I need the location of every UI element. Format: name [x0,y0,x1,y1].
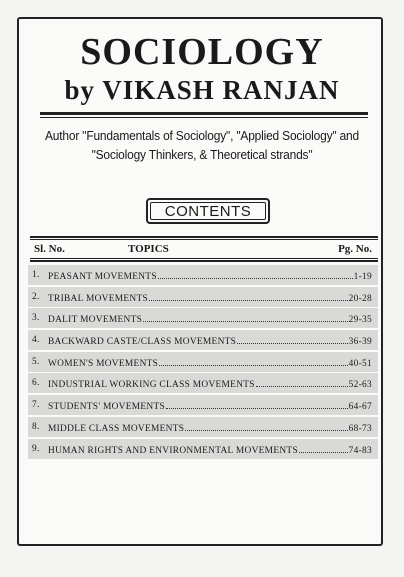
dot-leader [299,444,348,453]
row-number: 7. [32,400,40,411]
row-topic: WOMEN'S MOVEMENTS [48,358,159,369]
row-pages: 52-63 [348,380,372,391]
contents-heading: CONTENTS [150,202,266,220]
row-number: 1. [32,270,40,280]
dot-leader [159,357,347,366]
title-divider-thick [40,112,368,115]
contents-row [28,439,378,459]
dot-leader [166,400,348,409]
book-title: SOCIOLOGY [80,31,324,73]
dot-leader [185,422,347,431]
dot-leader [158,270,353,279]
table-header-rule-bottom-thin [30,258,378,259]
row-pages: 36-39 [348,337,372,348]
header-sl-no: Sl. No. [34,243,65,255]
contents-heading-box [146,198,270,224]
contents-row [28,373,378,393]
row-number: 5. [32,356,40,367]
row-pages: 29-35 [348,315,372,326]
row-pages: 68-73 [348,423,372,434]
header-pg-no: Pg. No. [338,243,372,255]
contents-row [28,265,378,285]
contents-list [28,265,378,460]
row-topic: HUMAN RIGHTS AND ENVIRONMENTAL MOVEMENTS [48,445,298,456]
row-number: 8. [32,421,40,432]
row-topic: MIDDLE CLASS MOVEMENTS [48,423,185,434]
table-header-rule-top [30,236,378,238]
contents-row [28,417,378,437]
row-number: 3. [32,313,40,324]
contents-row [28,308,378,328]
row-pages: 40-51 [348,358,372,369]
row-topic: DALIT MOVEMENTS [48,315,143,326]
author-credits-line-1: Author "Fundamentals of Sociology", "Applied Sociology" and [45,128,359,143]
dot-leader [143,313,347,322]
table-header-rule-bottom [30,260,378,262]
row-number: 2. [32,291,40,302]
dot-leader [256,378,348,387]
contents-row [28,287,378,307]
book-byline: by VIKASH RANJAN [64,75,340,105]
row-topic: INDUSTRIAL WORKING CLASS MOVEMENTS [48,380,255,391]
header-topics: TOPICS [128,243,169,255]
row-pages: 64-67 [348,402,372,413]
dot-leader [149,292,348,301]
author-credits [30,126,374,164]
contents-row [28,395,378,415]
title-divider-thin [40,117,368,118]
row-pages: 1-19 [353,272,372,282]
row-number: 9. [32,443,40,454]
contents-row [28,330,378,350]
table-header [30,240,378,258]
row-topic: PEASANT MOVEMENTS [48,272,157,282]
row-pages: 74-83 [348,445,372,456]
row-pages: 20-28 [348,293,372,304]
row-topic: TRIBAL MOVEMENTS [48,293,149,304]
row-topic: BACKWARD CASTE/CLASS MOVEMENTS [48,337,237,348]
contents-row [28,352,378,372]
dot-leader [237,335,347,344]
row-number: 4. [32,335,40,346]
author-credits-line-2: "Sociology Thinkers, & Theoretical strands" [91,147,313,162]
row-topic: STUDENTS' MOVEMENTS [48,402,166,413]
row-number: 6. [32,378,40,389]
